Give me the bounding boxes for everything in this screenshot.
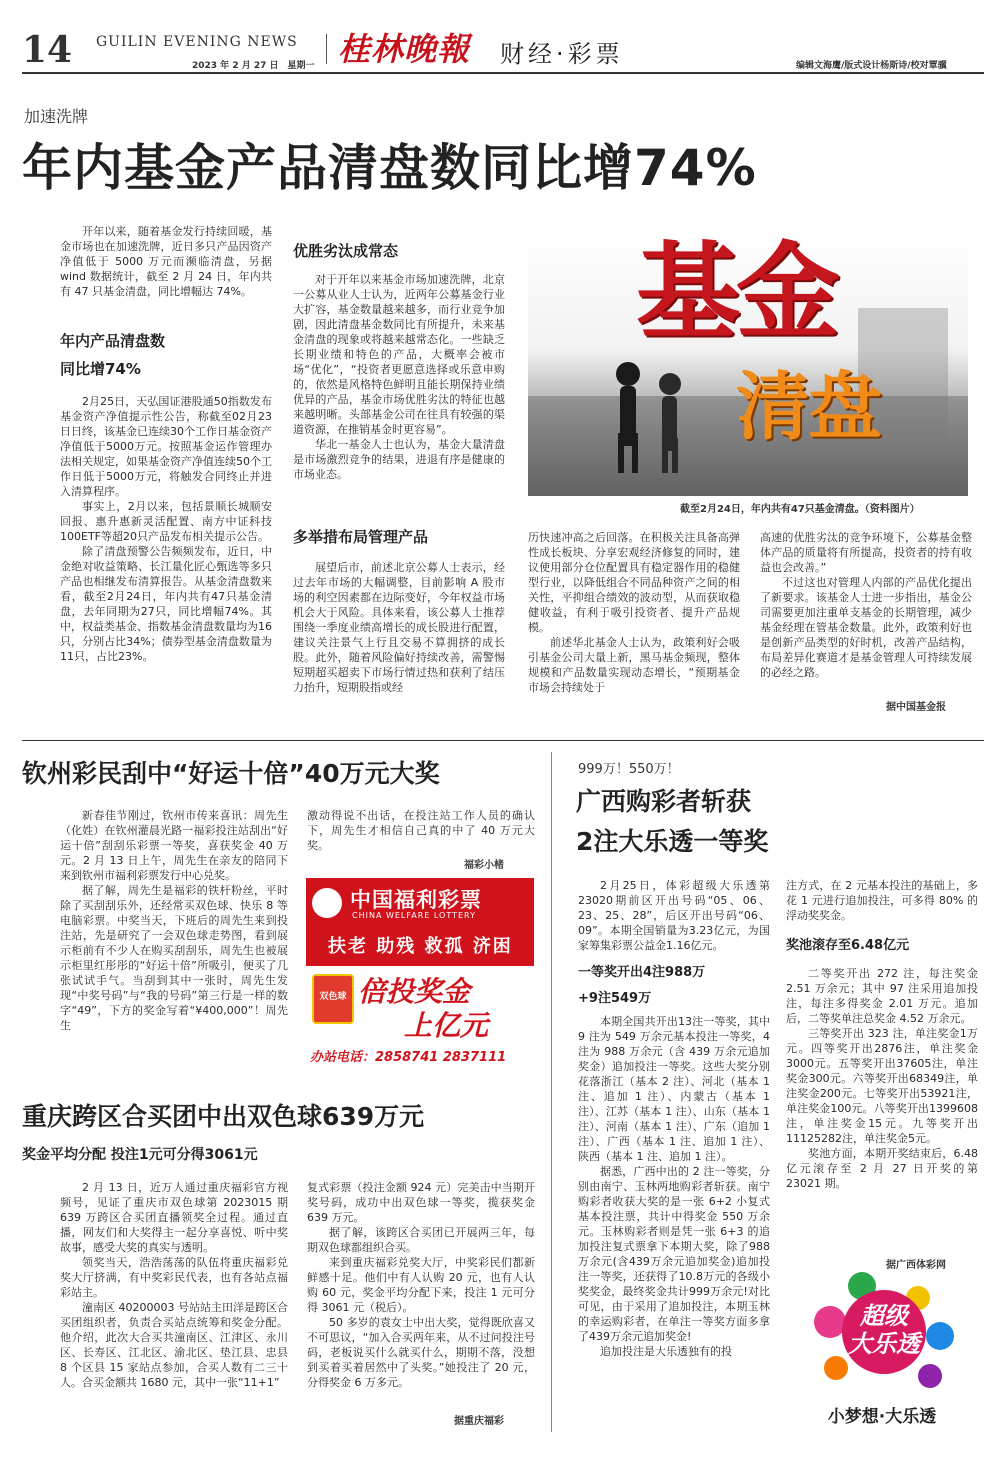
paragraph: 2月25日，天弘国证港股通50指数发布基金资产净值提示性公告，称截至02月23日日终，该基金已连续30个工作日基金资产净值低于5000万元。按照基金运作管理办法相关规定，如果基金资产净值连续50个工作日低于5000万元，将触发合同终止并进入清算程序。 <box>60 395 272 498</box>
paragraph: 激动得说不出话，在投注站工作人员的确认下，周先生才相信自己真的中了 40 万元大奖。 <box>307 809 535 852</box>
lead-headline: 年内基金产品清盘数同比增74% <box>22 139 757 197</box>
guangxi-subhead-1-line1: 一等奖开出4注988万 <box>578 965 706 980</box>
paragraph: 注方式，在 2 元基本投注的基础上，多花 1 元进行追加投注，可多得 80% 的浮动奖奖金。 <box>786 879 978 922</box>
guangxi-subhead-1 <box>578 960 770 1012</box>
paragraph: 奖池方面，本期开奖结束后，6.48 亿元滚存至 2 月 27 日开奖的第 23021 期。 <box>786 1147 978 1190</box>
lead-col1-body <box>60 394 272 664</box>
ad-logo-cn: 中国福利彩票 <box>350 888 482 912</box>
paragraph: 潼南区 40200003 号站站主田洋是跨区合买团组织者，负责合买站点统筹和奖金分配。他介绍，此次大合买共潼南区、江津区、永川区、长寿区、江北区、渝北区、垫江县、忠县 8 个区县 15 家站点参加，合买人数有二三十人。合买金额共 1680 元，其中一张“11+1” <box>60 1301 288 1389</box>
chongqing-col1-body <box>60 1180 288 1390</box>
guangxi-credit: 据广西体彩网 <box>886 1260 946 1271</box>
paragraph: 三等奖开出 323 注，单注奖金1万元。四等奖开出2876注，单注奖金3000元。五等奖开出37605注，单注奖金300元。六等奖开出68349注，单注奖金200元。七等奖开出53921注，单注奖金100元。八等奖开出1399608注，单注奖金15元。九等奖开出11125282注，单注奖金5元。 <box>786 1027 978 1145</box>
super-lotto-ad <box>800 1264 964 1434</box>
paragraph: 本期全国共开出13注一等奖，其中 9 注为 549 万余元基本投注一等奖，4 注为 988 万余元（含 439 万余元追加奖金）追加投注一等奖。这些大奖分别花落浙江（基本 2 注）、河北（基本 1 注、追加 1 注）、内蒙古（基本 1 注）、江苏（基本 1 注）、山东（基本 1 注）、河南（基本 1 注）、广东（追加 1 注）、广西（基本 1 注、追加 1 注）、陕西（基本 1 注、追加 1 注）。 <box>578 1015 770 1163</box>
ad-logo-en: CHINA WELFARE LOTTERY <box>352 911 476 920</box>
section-title: 财经·彩票 <box>500 40 624 68</box>
guangxi-headline-line2: 2注大乐透一等奖 <box>576 827 769 856</box>
lead-col3-body <box>528 530 740 695</box>
paragraph: 高速的优胜劣汰的竞争环境下，公募基金整体产品的质量将有所提高，投资者的持有收益也会改善。” <box>760 531 972 574</box>
guangxi-kicker: 999万！550万！ <box>578 762 680 777</box>
lead-kicker: 加速洗牌 <box>24 107 89 126</box>
paragraph: 华北一基金人士也认为，基金大量清盘是市场激烈竞争的结果，进退有序是健康的市场业态。 <box>293 438 505 481</box>
image-title-bottom: 清盘 <box>736 364 880 450</box>
lead-subhead-2: 优胜劣汰成常态 <box>293 242 399 260</box>
qinzhou-col2-body <box>307 808 535 853</box>
masthead-rule <box>22 72 984 74</box>
lead-intro-paragraph: 开年以来，随着基金发行持续回暖，基金市场也在加速洗牌，近日多只产品因资产净值低于 5000 万元而濒临清盘，另据 wind 数据统计，截至 2 月 24 日，年内共有 47 只基金清盘，同比增幅达 74%。 <box>60 225 272 298</box>
welfare-logo-icon <box>312 888 342 918</box>
ad-big-line2: 上亿元 <box>404 1009 489 1042</box>
paragraph: 领奖当天，浩浩荡荡的队伍将重庆福彩兑奖大厅挤满，有中奖彩民代表，也有各站点福彩站主。 <box>60 1256 288 1299</box>
paragraph: 不过这也对管理人内部的产品优化提出了新要求。该基金人士进一步指出，基金公司需要更加注重单支基金的长期管理，减少基金经理在管基金数量。此外，政策利好也是创新产品类型的好时机，改善产品结构，布局差异化赛道才是基金管理人可持续发展的必经之路。 <box>760 576 972 679</box>
chongqing-subhead: 奖金平均分配 投注1元可分得3061元 <box>22 1147 258 1163</box>
lead-col2b-body <box>293 560 505 695</box>
paragraph: 50 多岁的袁女士中出大奖，觉得既欣喜又不可思议，“加入合买两年来，从不过问投注号码，老板说买什么就买什么，期期不落，没想到买着买着居然中了头奖。”她投注了 20 元，分得奖金 6 万多元。 <box>307 1316 535 1389</box>
paragraph: 二等奖开出 272 注，每注奖金 2.51 万余元；其中 97 注采用追加投注，每注多得奖金 2.01 万元。追加后，二等奖单注总奖金 4.52 万余元。 <box>786 967 978 1025</box>
ad-badge <box>312 974 354 1024</box>
paragraph: 2月25日，体彩超级大乐透第23020期前区开出号码“05、06、23、25、28”，后区开出号码“06、09”。本期全国销量为3.23亿元，为国家筹集彩票公益金1.16亿元。 <box>578 879 770 952</box>
super-lotto-slogan: 小梦想·大乐透 <box>827 1407 937 1427</box>
guangxi-subhead-2: 奖池滚存至6.48亿元 <box>786 938 910 953</box>
ad-big-line1: 倍投奖金 <box>358 975 471 1008</box>
paragraph: 2 月 13 日，近万人通过重庆福彩官方视频号，见证了重庆市双色球第 2023015 期 639 万跨区合买团直播领奖全过程。通过直播，网友们和大奖得主一起分享喜悦、听中奖故事，感受大奖的真实与透明。 <box>60 1181 288 1254</box>
super-lotto-logo-line1: 超级 <box>860 1302 908 1330</box>
ad-slogan: 扶老 助残 救孤 济困 <box>328 936 513 957</box>
column-rule <box>551 752 552 1432</box>
lead-col4-body <box>760 530 972 680</box>
guangxi-col1-body <box>578 1014 770 1359</box>
ad-badge-label: 双色球 <box>319 992 347 1002</box>
qinzhou-headline: 钦州彩民刮中“好运十倍”40万元大奖 <box>22 759 440 788</box>
paragraph: 历快速冲高之后回落。在积极关注具备高弹性成长板块、分享宏观经济修复的同时，建议使用部分仓位配置具有稳定器作用的稳健型行业，以降低组合不同品种资产之间的相关性，平抑组合绩效的波动型，从而获取稳健收益，有利于吸引投资者、提升产品规模。 <box>528 531 740 634</box>
qinzhou-col1-body <box>60 808 288 1033</box>
section-divider <box>22 740 984 741</box>
paragraph: 复式彩票（投注金额 924 元）完美击中当期开奖号码，成功中出双色球一等奖，揽获奖金 639 万元。 <box>307 1181 535 1224</box>
lead-col2a-body <box>293 272 505 482</box>
super-lotto-logo-line2: 大乐透 <box>848 1330 920 1358</box>
issue-date: 2023 年 2 月 27 日 星期一 <box>192 61 315 71</box>
image-caption: 截至2月24日，年内共有47只基金清盘。（资料图片） <box>680 504 920 515</box>
lead-intro <box>60 224 272 299</box>
paragraph: 来到重庆福彩兑奖大厅，中奖彩民们都新鲜感十足。他们中有人认购 20 元，也有人认购 60 元，奖金平均分配下来，投注 1 元可分得 3061 元（税后）。 <box>307 1256 535 1314</box>
fund-liquidation-image <box>528 228 968 496</box>
masthead-divider <box>326 34 327 64</box>
guangxi-col2-top <box>786 878 978 923</box>
paragraph: 对于开年以来基金市场加速洗牌，北京一公募从业人士认为，近两年公募基金行业大扩容，基金数量越来越多，而行业竞争加剧，因此清盘基金数同比有所提升，未来基金清盘的现象或将越来越常态化。一些缺乏长期业绩和特色的产品，大概率会被市场“优化”，“投资者更愿意选择或乐意申购的，依然是风格特色鲜明且能长期保持业绩优异的产品，基金市场优胜劣汰的特征也越来越明晰。头部基金公司在往具有较强的渠道资源，在推销基金时更容易”。 <box>293 273 505 436</box>
paragraph: 事实上，2月以来，包括景顺长城顺安回报、惠升惠新灵活配置、南方中证科技100ETF等超20只产品发布相关提示公告。 <box>60 500 272 543</box>
editor-credits: 编辑文海鹰/版式设计杨斯诗/校对覃骥 <box>796 61 947 71</box>
paper-logo: 桂林晚報 <box>338 30 471 68</box>
guangxi-subhead-1-line2: +9注549万 <box>578 991 652 1006</box>
page-number: 14 <box>22 29 73 71</box>
paragraph: 追加投注是大乐透独有的投 <box>600 1345 732 1358</box>
ad-phone: 办站电话：2858741 2837111 <box>310 1050 507 1065</box>
paragraph: 除了清盘预警公告频频发布，近日，中金绝对收益策略、长江量化匠心甄选等多只产品也相继发布清算报告。从基金清盘数来看，截至2月24日，年内共有47只基金清盘，去年同期为27只，同比增幅74%。其中，权益类基金、指数基金清盘数量均为16只，分别占比34%；债券型基金清盘数量为11只，占比23%。 <box>60 545 272 663</box>
paragraph: 据悉，广西中出的 2 注一等奖，分别由南宁、玉林两地购彩者斩获。南宁购彩者收获大奖的是一张 6+2 小复式基本投注票，共计中得奖金 550 万余元。玉林购彩者则是凭一张 6+3 的追加投注复式票拿下本期大奖，除了988万余元(含439万余元追加奖金)追加投注一等奖，还获得了10.8万元的各级小奖奖金，最终奖金共计999万余元!对比可见，由于采用了追加投注，本期玉林的幸运购彩者，在单注一等奖方面多拿了439万余元追加奖金! <box>578 1165 770 1343</box>
paragraph: 据了解，该跨区合买团已开展两三年，每期双色球都组织合买。 <box>307 1226 535 1254</box>
guangxi-col2-body <box>786 966 978 1191</box>
paragraph: 前述华北基金人士认为，政策利好会吸引基金公司大量上新，黑马基金频现，整体规模和产品数量实现动态增长，“预期基金市场会持续处于 <box>528 636 740 694</box>
paragraph: 据了解，周先生是福彩的铁杆粉丝，平时除了买刮刮乐外，还经常买双色球、快乐 8 等电脑彩票。中奖当天，下班后的周先生来到投注站，先是研究了一会双色球走势图，看到展示柜前有不少人在购买刮刮乐，周先生也被展示柜里红彤彤的“好运十倍”所吸引，便买了几张试试手气。当刮到其中一张时，周先生发现“中奖号码”与“我的号码”第三行是一样的数字“49”，下方的奖金写着“¥400,000”！周先生 <box>60 884 288 1032</box>
guangxi-col1-intro <box>578 878 770 953</box>
guangxi-headline-line1: 广西购彩者斩获 <box>576 787 752 816</box>
paragraph: 新春佳节刚过，钦州市传来喜讯：周先生（化姓）在钦州灌晨光路一福彩投注站刮出“好运十倍”刮刮乐彩票一等奖，喜获奖金 40 万元。2 月 13 日上午，周先生在亲友的陪同下来到钦州市福利彩票发行中心兑奖。 <box>60 809 288 882</box>
qinzhou-credit: 福彩小楮 <box>464 860 504 871</box>
lead-subhead-1-line2: 同比增74% <box>60 360 141 378</box>
lead-subhead-1-line1: 年内产品清盘数 <box>60 332 166 350</box>
super-lotto-logo <box>836 1302 932 1358</box>
chongqing-col2-body <box>307 1180 535 1390</box>
lead-subhead-1 <box>60 330 272 380</box>
masthead <box>0 0 1006 78</box>
paper-name-en: GUILIN EVENING NEWS <box>96 34 298 50</box>
welfare-lottery-ad <box>306 878 534 1074</box>
chongqing-headline: 重庆跨区合买团中出双色球639万元 <box>22 1102 425 1131</box>
image-title-top: 基金 <box>636 231 837 353</box>
paragraph: 展望后市，前述北京公募人士表示，经过去年市场的大幅调整，目前影响 A 股市场的利空因素都在边际变好，今年权益市场机会大于风险。具体来看，该公募人士推荐围绕一季度业绩高增长的成长股进行配置，建议关注景气上行且交易不算拥挤的成长股。此外，随着风险偏好持续改善，需警惕短期超买超卖下市场行情过热和获利了结压力抬升，短期股指或经 <box>293 561 505 694</box>
lead-subhead-3: 多举措布局管理产品 <box>293 528 429 546</box>
lead-credit: 据中国基金报 <box>886 702 946 713</box>
chongqing-credit: 据重庆福彩 <box>454 1416 504 1427</box>
guangxi-headline <box>576 782 768 862</box>
